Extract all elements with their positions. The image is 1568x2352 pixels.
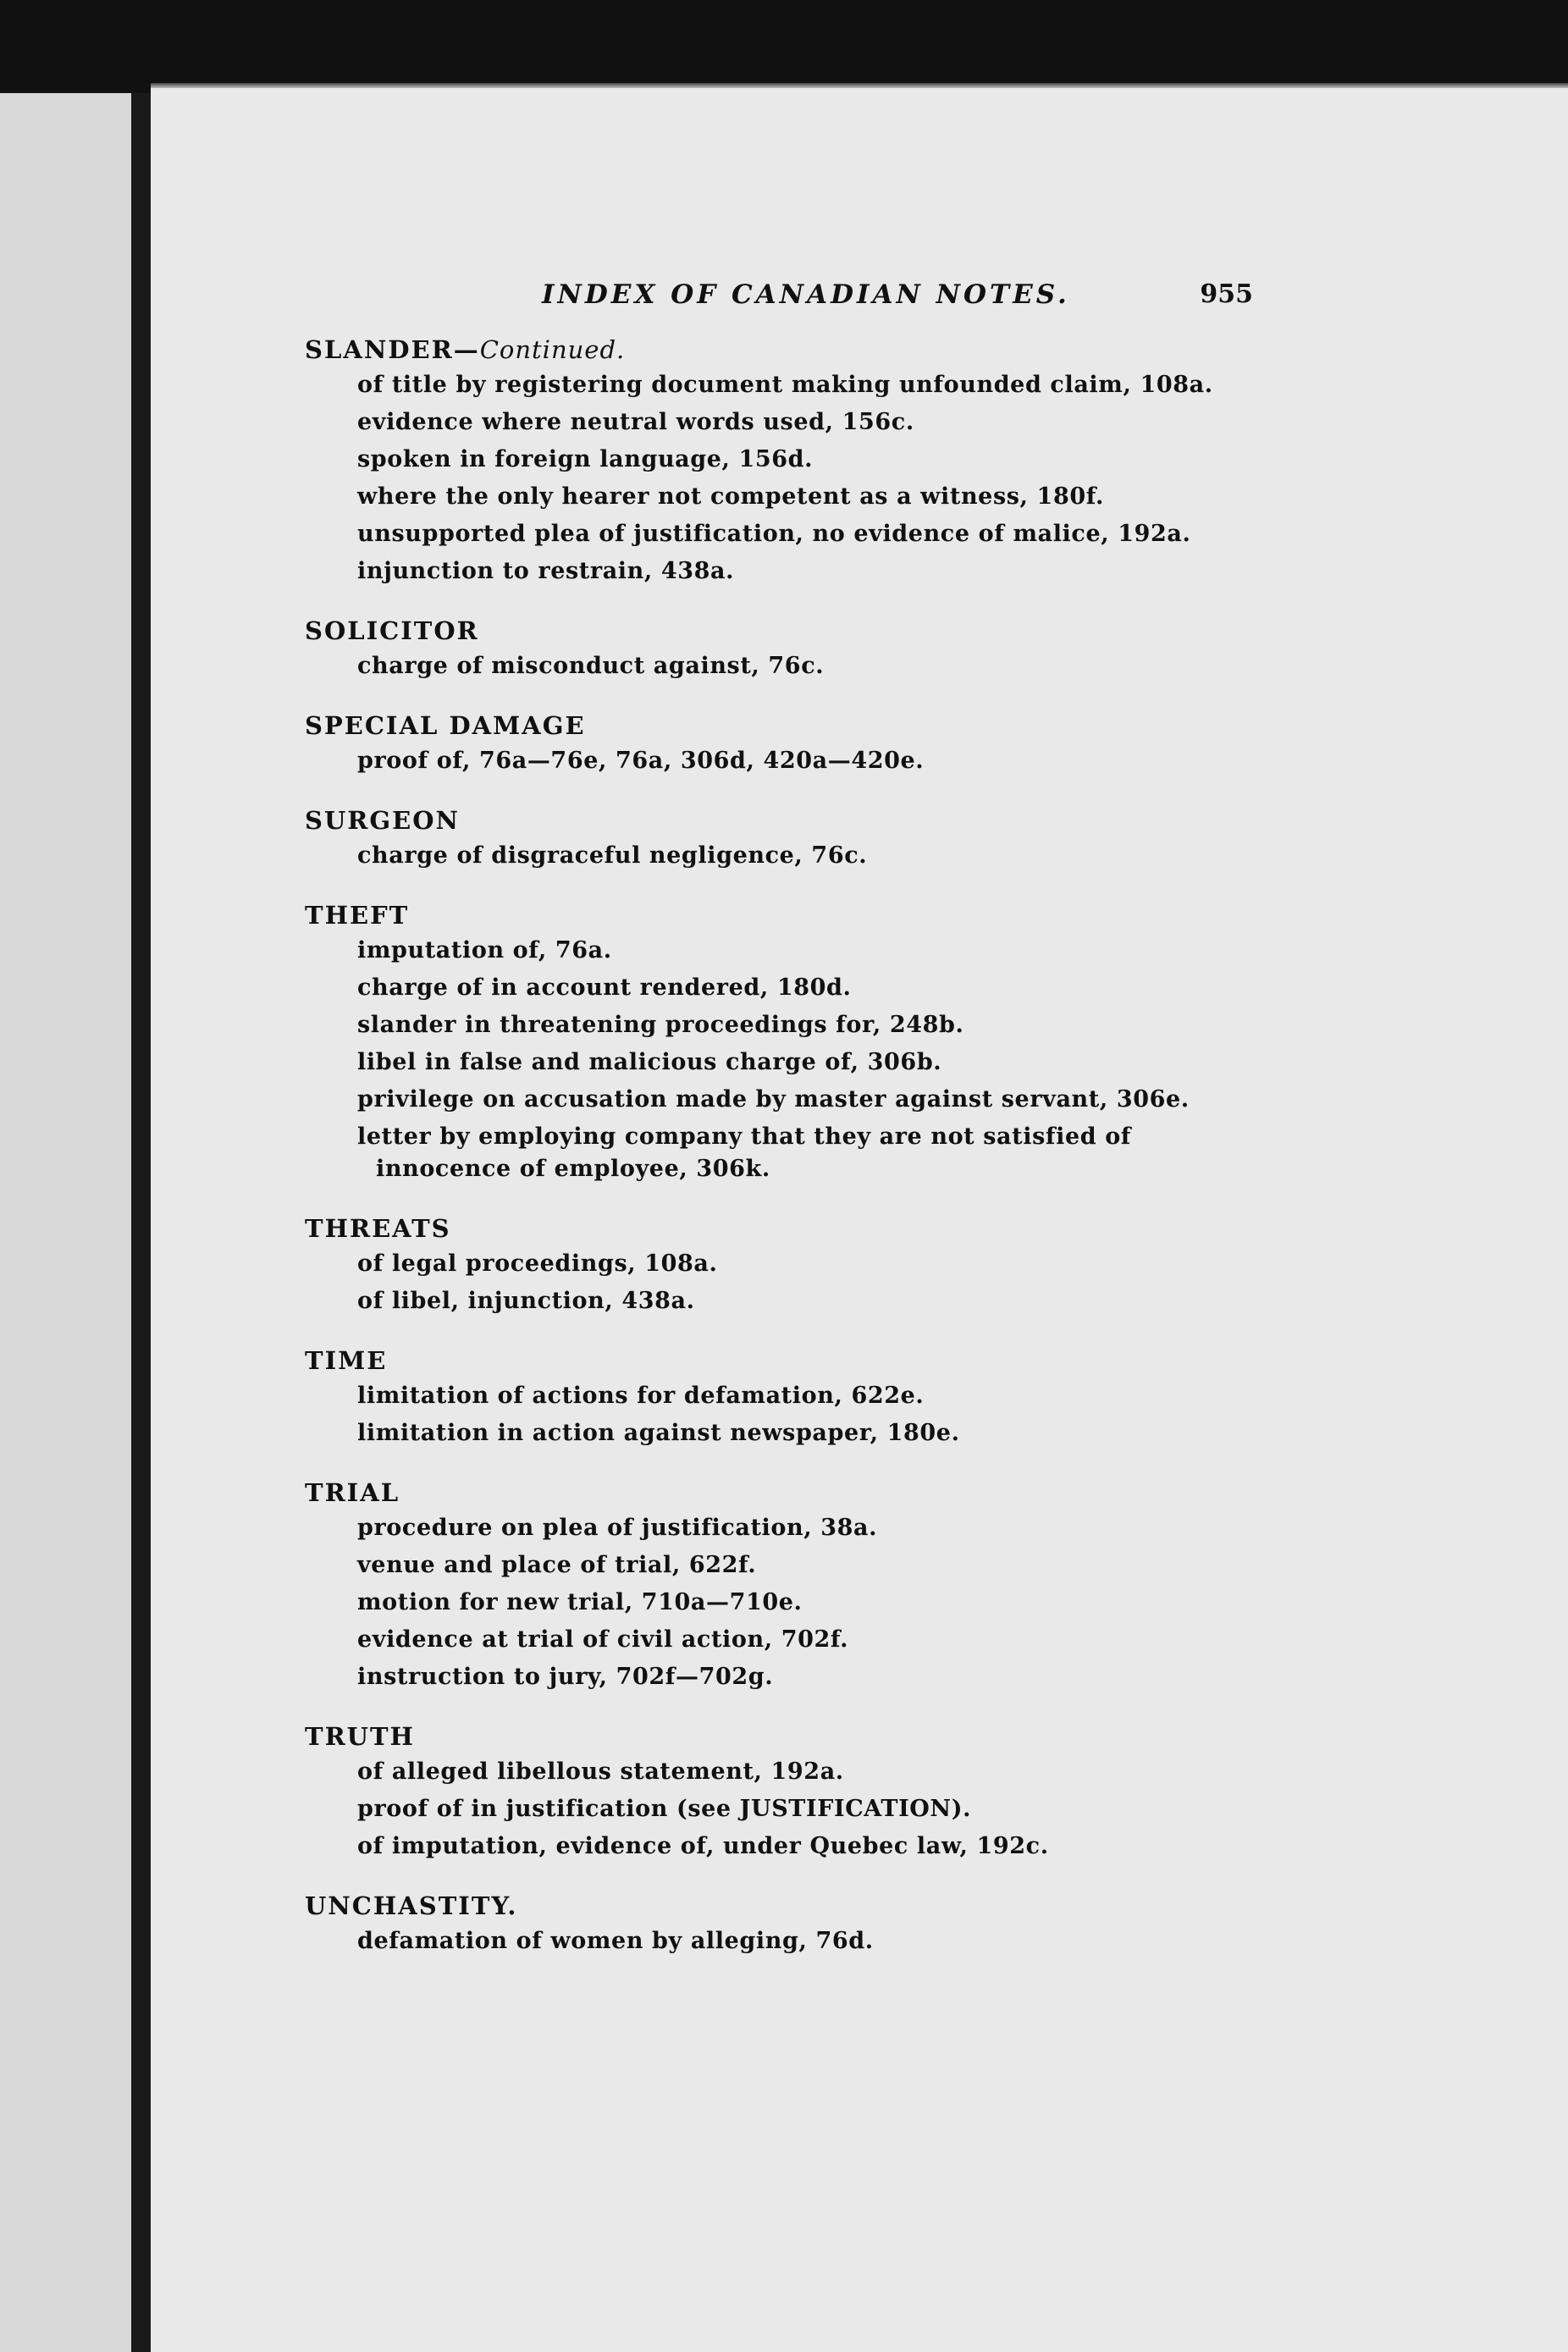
section-heading <box>305 1212 1253 1245</box>
running-title: INDEX OF CANADIAN NOTES. <box>542 279 1070 310</box>
entry-list <box>305 1756 1253 1863</box>
facing-page-edge <box>0 93 140 2352</box>
index-entry: charge of misconduct against, 76c. <box>357 653 825 679</box>
section-heading <box>305 1720 1253 1753</box>
heading-text: SLANDER— <box>305 335 480 364</box>
page-content <box>305 279 1253 1985</box>
section-heading <box>305 709 1253 742</box>
index-section <box>305 615 1253 682</box>
entry-list <box>305 1248 1253 1317</box>
page-top-edge <box>151 83 1568 88</box>
index-entry: evidence where neutral words used, 156c. <box>357 409 914 435</box>
index-entry: motion for new trial, 710a—710e. <box>357 1589 803 1615</box>
index-section <box>305 1477 1253 1693</box>
entry-list <box>305 650 1253 682</box>
heading-text: SOLICITOR <box>305 616 479 645</box>
section-heading <box>305 615 1253 647</box>
section-heading <box>305 1890 1253 1922</box>
entry-list <box>305 745 1253 777</box>
entry-list <box>305 1925 1253 1957</box>
index-entry: limitation of actions for defamation, 622e. <box>357 1383 925 1409</box>
book-gutter <box>131 93 152 2352</box>
entry-list <box>305 935 1253 1185</box>
index-section <box>305 709 1253 777</box>
index-entry: proof of, 76a—76e, 76a, 306d, 420a—420e. <box>357 748 925 774</box>
index-entry: unsupported plea of justification, no evidence of malice, 192a. <box>357 521 1191 547</box>
index-entry: venue and place of trial, 622f. <box>357 1552 757 1578</box>
entry-list <box>305 369 1253 588</box>
index-section <box>305 1720 1253 1863</box>
running-head <box>305 279 1253 327</box>
section-heading <box>305 334 1253 366</box>
index-entry: defamation of women by alleging, 76d. <box>357 1928 874 1954</box>
index-section <box>305 1212 1253 1317</box>
entry-list <box>305 1380 1253 1449</box>
index-entry: of title by registering document making unfounded claim, 108a. <box>357 372 1213 398</box>
index-entry: of legal proceedings, 108a. <box>357 1251 718 1277</box>
index-section <box>305 1344 1253 1449</box>
index-sections <box>305 334 1253 1957</box>
section-heading <box>305 899 1253 931</box>
index-section <box>305 1890 1253 1957</box>
section-heading <box>305 1344 1253 1377</box>
heading-text: TRIAL <box>305 1478 400 1507</box>
index-section <box>305 804 1253 872</box>
heading-text: TRUTH <box>305 1722 415 1751</box>
index-entry: letter by employing company that they are not satisfied of innocence of employee, 306k. <box>357 1124 1132 1182</box>
heading-text: SPECIAL DAMAGE <box>305 711 586 740</box>
index-entry: of imputation, evidence of, under Quebec law, 192c. <box>357 1833 1049 1859</box>
heading-text: SURGEON <box>305 806 460 835</box>
heading-continued: Continued. <box>479 335 626 364</box>
heading-text: TIME <box>305 1346 388 1375</box>
index-entry: slander in threatening proceedings for, 248b. <box>357 1012 964 1038</box>
heading-text: THREATS <box>305 1214 451 1243</box>
section-heading <box>305 1477 1253 1509</box>
index-entry: instruction to jury, 702f—702g. <box>357 1664 774 1690</box>
index-entry: where the only hearer not competent as a witness, 180f. <box>357 483 1104 510</box>
entry-list <box>305 1512 1253 1693</box>
index-entry: of libel, injunction, 438a. <box>357 1288 695 1314</box>
heading-text: THEFT <box>305 901 410 930</box>
index-entry: procedure on plea of justification, 38a. <box>357 1515 878 1541</box>
entry-list <box>305 840 1253 872</box>
page-number: 955 <box>1200 279 1253 309</box>
index-entry: limitation in action against newspaper, 180e. <box>357 1420 960 1446</box>
index-section <box>305 899 1253 1185</box>
index-entry: evidence at trial of civil action, 702f. <box>357 1626 849 1653</box>
index-entry: of alleged libellous statement, 192a. <box>357 1758 844 1785</box>
section-heading <box>305 804 1253 836</box>
index-entry: injunction to restrain, 438a. <box>357 558 735 584</box>
index-entry: privilege on accusation made by master against servant, 306e. <box>357 1086 1190 1113</box>
index-entry: charge of in account rendered, 180d. <box>357 974 852 1001</box>
index-entry: libel in false and malicious charge of, 306b. <box>357 1049 942 1075</box>
index-entry: spoken in foreign language, 156d. <box>357 446 814 472</box>
index-entry: charge of disgraceful negligence, 76c. <box>357 842 868 869</box>
index-entry: imputation of, 76a. <box>357 937 612 963</box>
index-section <box>305 334 1253 588</box>
heading-text: UNCHASTITY. <box>305 1891 518 1920</box>
index-entry: proof of in justification (see JUSTIFICATION). <box>357 1796 972 1822</box>
